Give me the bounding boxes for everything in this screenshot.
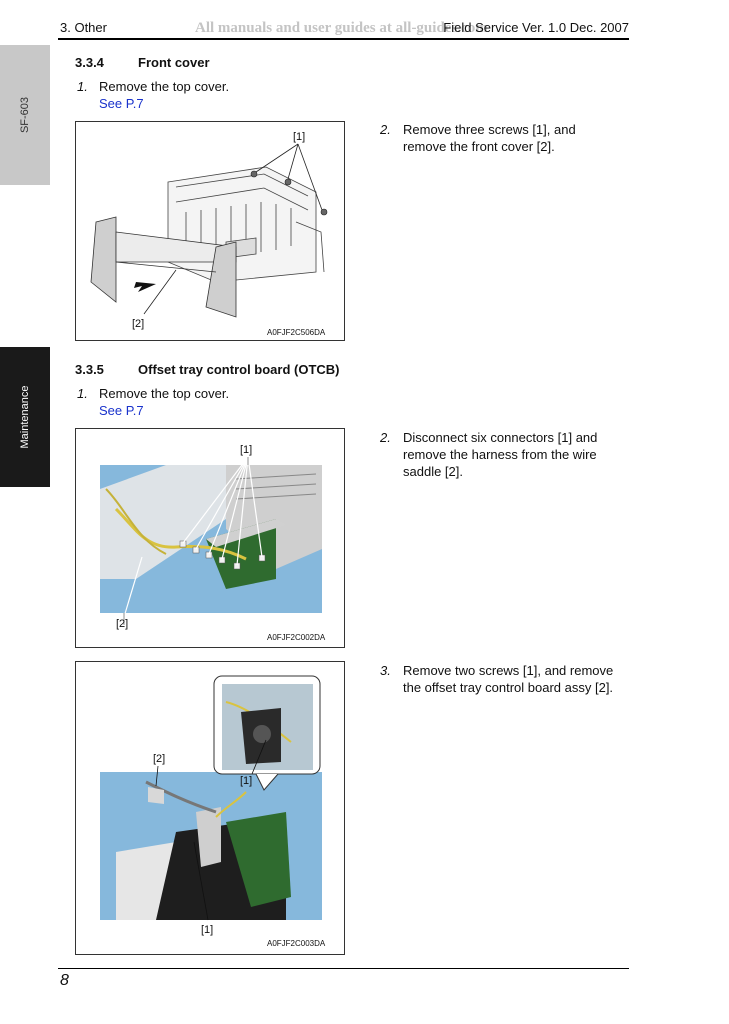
figure-callout: [2] bbox=[116, 618, 129, 630]
header-rule bbox=[58, 38, 629, 40]
board-removal-photo bbox=[76, 662, 344, 954]
step-text-line: Disconnect six connectors [1] and bbox=[403, 430, 598, 445]
figure-callout: [1] bbox=[240, 775, 253, 787]
see-page-link[interactable]: See P.7 bbox=[99, 96, 144, 111]
header-version: Field Service Ver. 1.0 Dec. 2007 bbox=[443, 20, 629, 35]
step-number: 1. bbox=[77, 386, 88, 401]
page-number: 8 bbox=[60, 972, 69, 989]
step-text bbox=[403, 121, 576, 155]
side-tab-model-label: SF-603 bbox=[19, 96, 31, 134]
figure-board-removal bbox=[75, 661, 345, 955]
step-number: 1. bbox=[77, 79, 88, 94]
side-tab-model bbox=[0, 45, 50, 185]
step-text bbox=[403, 429, 597, 480]
section-title: Front cover bbox=[138, 55, 210, 70]
step-text-line: Remove two screws [1], and remove bbox=[403, 663, 614, 678]
figure-callout: [1] bbox=[240, 444, 253, 456]
step-text-line: saddle [2]. bbox=[403, 464, 463, 479]
header-section-label: 3. Other bbox=[60, 20, 107, 35]
section-number: 3.3.4 bbox=[75, 55, 104, 70]
header-watermark: All manuals and user guides at all-guides.com bbox=[195, 20, 488, 36]
figure-callout: [2] bbox=[132, 318, 145, 330]
section-title: Offset tray control board (OTCB) bbox=[138, 362, 340, 377]
step-number: 3. bbox=[380, 663, 391, 678]
step-text-line: the offset tray control board assy [2]. bbox=[403, 680, 614, 695]
step-number: 2. bbox=[380, 122, 391, 137]
figure-connectors bbox=[75, 428, 345, 648]
figure-code: A0FJF2C506DA bbox=[267, 328, 326, 337]
step-number: 2. bbox=[380, 430, 391, 445]
step-text: Remove the top cover. bbox=[99, 386, 230, 401]
step-text bbox=[403, 662, 613, 696]
footer-rule bbox=[58, 968, 629, 969]
figure-front-cover bbox=[75, 121, 345, 341]
see-page-link[interactable]: See P.7 bbox=[99, 403, 144, 418]
figure-callout: [2] bbox=[153, 753, 166, 765]
side-tab-chapter-label: Maintenance bbox=[19, 385, 31, 449]
step-text-line: remove the harness from the wire bbox=[403, 447, 597, 462]
figure-callout: [1] bbox=[293, 131, 306, 143]
figure-code: A0FJF2C002DA bbox=[267, 633, 326, 642]
side-tab-chapter bbox=[0, 347, 50, 487]
connectors-photo bbox=[76, 429, 344, 647]
figure-code: A0FJF2C003DA bbox=[267, 939, 326, 948]
step-text-line: Remove three screws [1], and bbox=[403, 122, 576, 137]
section-number: 3.3.5 bbox=[75, 362, 104, 377]
step-text: Remove the top cover. bbox=[99, 79, 230, 94]
figure-callout: [1] bbox=[201, 924, 214, 936]
front-cover-drawing bbox=[76, 122, 344, 340]
step-text-line: remove the front cover [2]. bbox=[403, 139, 555, 154]
